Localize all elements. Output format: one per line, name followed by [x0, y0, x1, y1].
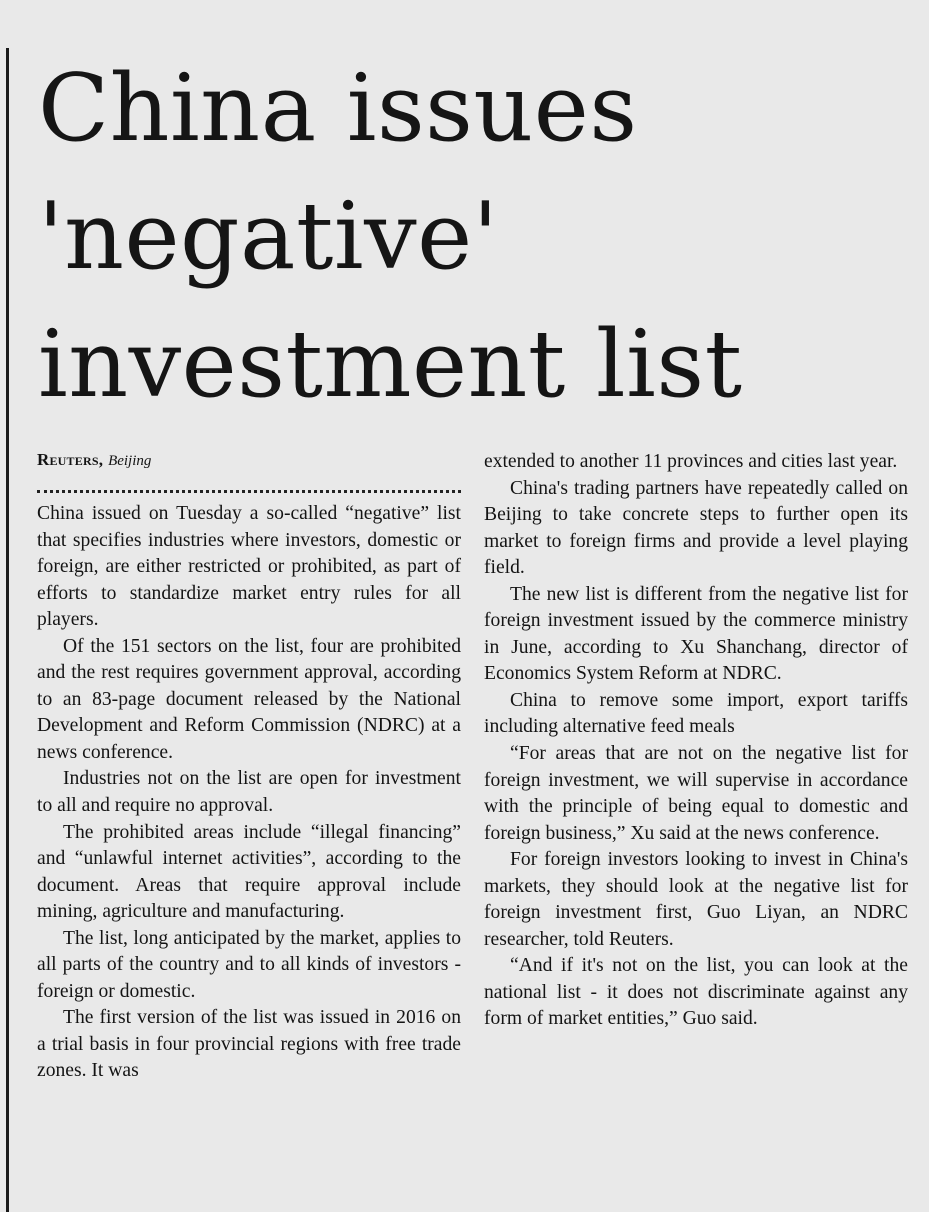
headline-line-3: investment list	[38, 310, 743, 418]
paragraph: “For areas that are not on the negative list for foreign investment, we will supervise in accordance with the principle of being equal to domestic and foreign business,” Xu said at the news conference.	[484, 743, 908, 844]
dotted-separator	[37, 475, 461, 493]
headline	[38, 44, 918, 428]
paragraph: extended to another 11 provinces and cities last year.	[484, 451, 898, 472]
byline-location: Beijing	[108, 453, 152, 469]
paragraph: China issued on Tuesday a so-called “negative” list that specifies industries where investors, domestic or foreign, are either restricted or prohibited, as part of efforts to standardize market entry rules for all players.	[37, 503, 461, 631]
column-rule	[6, 48, 9, 1212]
byline	[37, 447, 461, 475]
paragraph: The first version of the list was issued in 2016 on a trial basis in four provincial regions with free trade zones. It was	[37, 1007, 461, 1082]
article-column-left	[37, 447, 461, 1085]
paragraph: Industries not on the list are open for investment to all and require no approval.	[37, 768, 461, 817]
paragraph: Of the 151 sectors on the list, four are prohibited and the rest requires government approval, according to an 83-page document released by the National Development and Reform Commission (NDRC) at a news conference.	[37, 635, 461, 763]
paragraph: “And if it's not on the list, you can look at the national list - it does not discriminate against any form of market entities,” Guo said.	[484, 955, 908, 1030]
paragraph: The list, long anticipated by the market, applies to all parts of the country and to all kinds of investors - foreign or domestic.	[37, 927, 461, 1002]
byline-agency: Reuters,	[37, 450, 104, 469]
paragraph: For foreign investors looking to invest in China's markets, they should look at the negative list for foreign investment first, Guo Liyan, an NDRC researcher, told Reuters.	[484, 849, 908, 950]
paragraph: China's trading partners have repeatedly called on Beijing to take concrete steps to further open its market to foreign firms and provide a level playing field.	[484, 477, 908, 579]
paragraph: The prohibited areas include “illegal financing” and “unlawful internet activities”, according to the document. Areas that require approval include mining, agriculture and manufacturing.	[37, 821, 461, 923]
headline-line-1: China issues	[38, 54, 638, 162]
paragraph: The new list is different from the negative list for foreign investment issued by the commerce ministry in June, according to Xu Shanchang, director of Economics System Reform at NDRC.	[484, 583, 908, 685]
headline-line-2: 'negative'	[38, 182, 499, 290]
article-column-right	[484, 449, 908, 1033]
paragraph: China to remove some import, export tariffs including alternative feed meals	[484, 689, 908, 738]
